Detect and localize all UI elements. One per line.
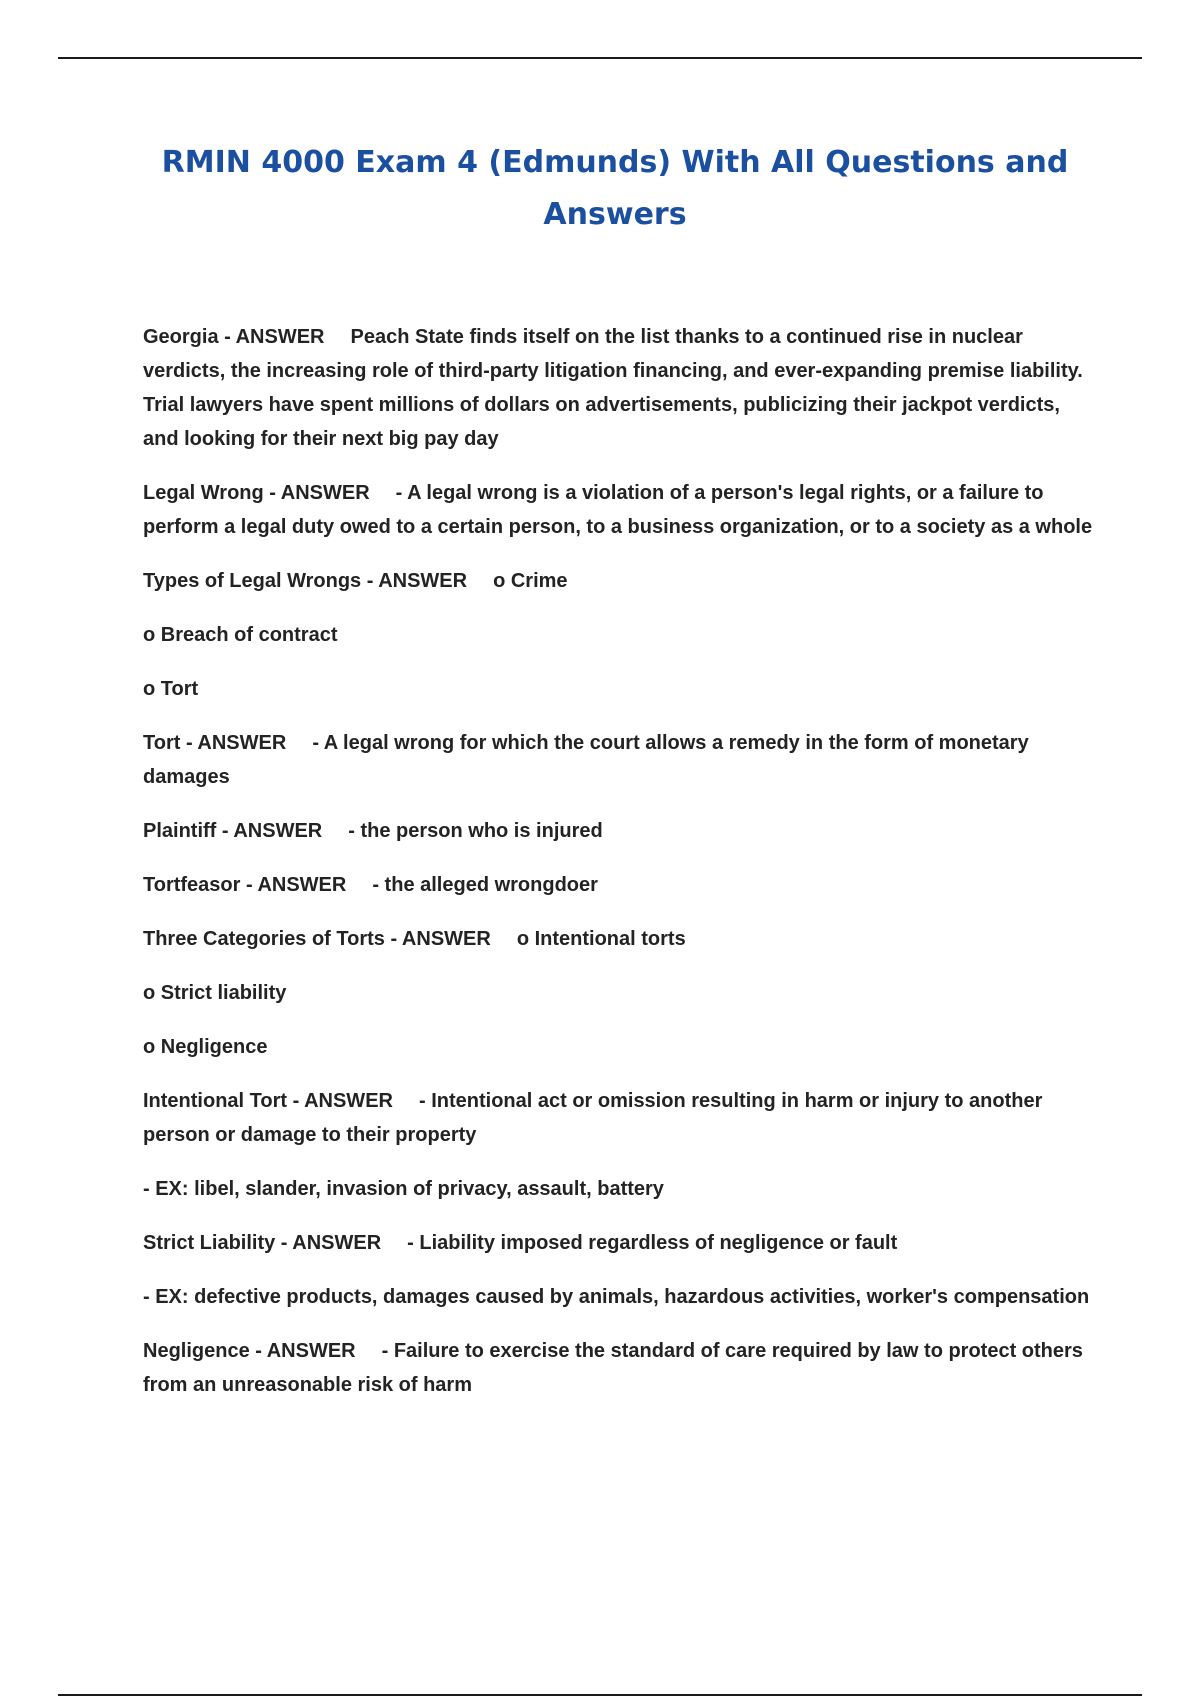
qa-entry-continuation — [143, 618, 1093, 652]
entry-term: Tortfeasor - ANSWER — [143, 874, 347, 896]
entry-text: - EX: defective products, damages caused by animals, hazardous activities, worker's compensation — [143, 1286, 1090, 1308]
qa-entry-continuation — [143, 672, 1093, 706]
entry-term: Strict Liability - ANSWER — [143, 1232, 382, 1254]
entry-text: - Intentional act or omission resulting in harm or injury to another person or damage to their property — [143, 1090, 1043, 1146]
qa-entry — [143, 476, 1093, 544]
qa-entry — [143, 868, 1093, 902]
qa-entry-continuation — [143, 1280, 1093, 1314]
entry-text: - the alleged wrongdoer — [372, 874, 598, 896]
qa-entry-continuation — [143, 976, 1093, 1010]
entry-term: Georgia - ANSWER — [143, 326, 325, 348]
entry-text: Peach State finds itself on the list thanks to a continued rise in nuclear verdicts, the increasing role of third-party litigation financing, and ever-expanding premise liability. Trial lawyers have spent millions of dollars on advertisements, publicizing their jackpot verdicts, and looking for their next big pay day — [143, 326, 1083, 450]
entry-text: - Failure to exercise the standard of care required by law to protect others from an unreasonable risk of harm — [143, 1340, 1083, 1396]
entry-term: Intentional Tort - ANSWER — [143, 1090, 393, 1112]
entry-text: - the person who is injured — [348, 820, 603, 842]
entry-term: Types of Legal Wrongs - ANSWER — [143, 570, 468, 592]
qa-entry — [143, 1084, 1093, 1152]
entry-text: - EX: libel, slander, invasion of privacy, assault, battery — [143, 1178, 664, 1200]
entry-text: o Breach of contract — [143, 624, 338, 646]
qa-entry — [143, 814, 1093, 848]
entry-text: - A legal wrong for which the court allows a remedy in the form of monetary damages — [143, 732, 1029, 788]
page-title: RMIN 4000 Exam 4 (Edmunds) With All Questions and Answers — [161, 145, 1069, 232]
entry-text: o Intentional torts — [516, 928, 686, 950]
bottom-rule — [58, 1694, 1142, 1696]
entry-term: Negligence - ANSWER — [143, 1340, 356, 1362]
qa-entry-continuation — [143, 1030, 1093, 1064]
top-rule — [58, 57, 1142, 59]
qa-entry — [143, 320, 1093, 456]
qa-list — [143, 320, 1093, 1422]
entry-text: - Liability imposed regardless of negligence or fault — [407, 1232, 898, 1254]
entry-text: o Tort — [143, 678, 199, 700]
entry-term: Legal Wrong - ANSWER — [143, 482, 370, 504]
qa-entry-continuation — [143, 1172, 1093, 1206]
entry-text: o Strict liability — [143, 982, 287, 1004]
entry-term: Three Categories of Torts - ANSWER — [143, 928, 491, 950]
qa-entry — [143, 564, 1093, 598]
qa-entry — [143, 1334, 1093, 1402]
entry-term: Tort - ANSWER — [143, 732, 287, 754]
qa-entry — [143, 1226, 1093, 1260]
entry-text: - A legal wrong is a violation of a person's legal rights, or a failure to perform a legal duty owed to a certain person, to a business organization, or to a society as a whole — [143, 482, 1093, 538]
entry-text: o Crime — [493, 570, 568, 592]
qa-entry — [143, 726, 1093, 794]
qa-entry — [143, 922, 1093, 956]
entry-text: o Negligence — [143, 1036, 268, 1058]
entry-term: Plaintiff - ANSWER — [143, 820, 323, 842]
